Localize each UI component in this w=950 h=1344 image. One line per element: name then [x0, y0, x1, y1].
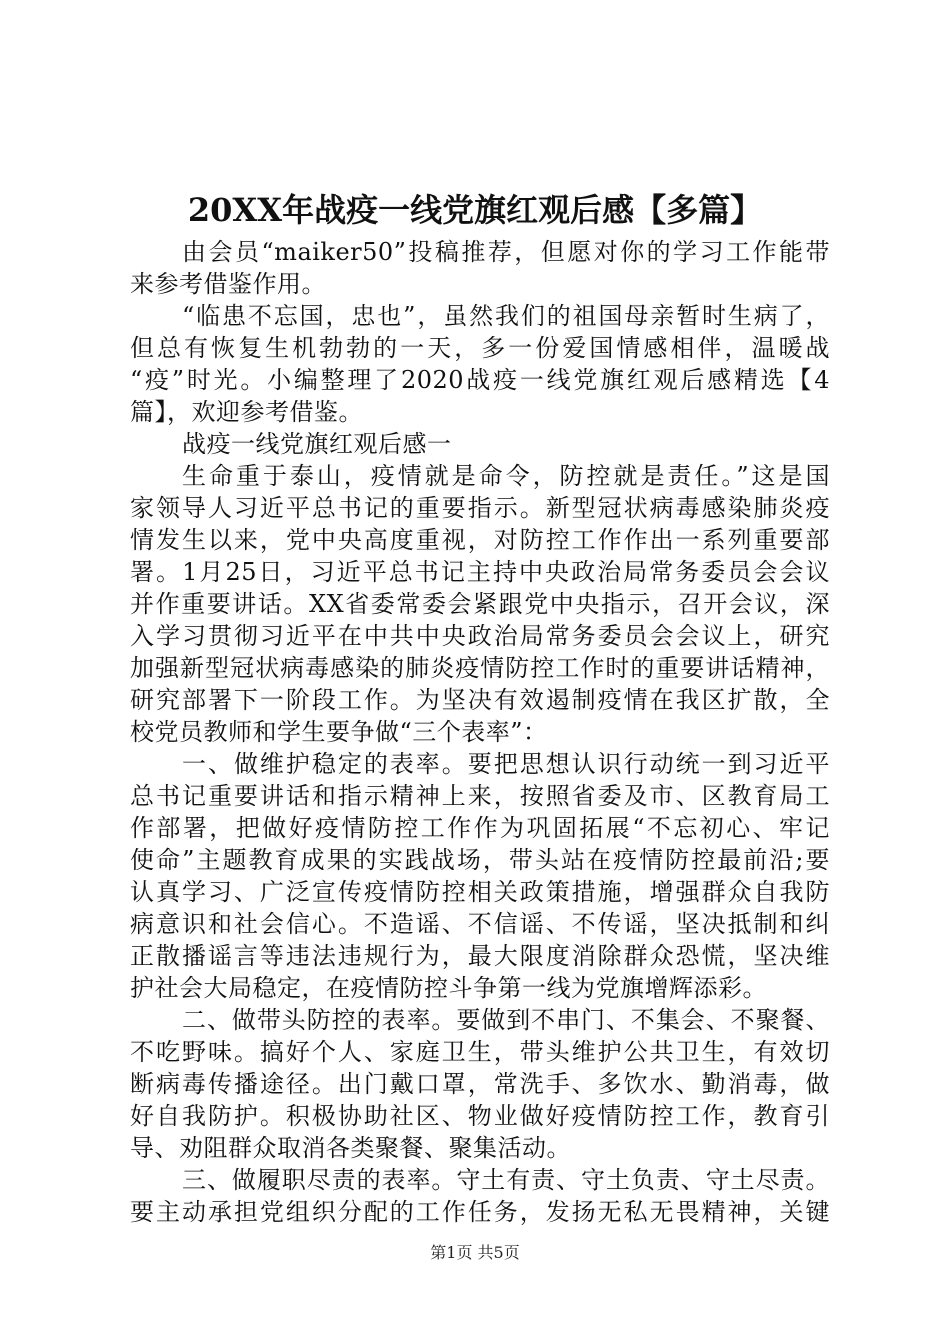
text-line: 护社会大局稳定，在疫情防控斗争第一线为党旗增辉添彩。 [130, 974, 767, 1002]
text-line: 校党员教师和学生要争做“三个表率”： [130, 718, 548, 746]
text-line: 生命重于泰山，疫情就是命令，防控就是责任。”这是国 [182, 462, 830, 490]
document-title: 20XX年战疫一线党旗红观后感【多篇】 [187, 191, 763, 229]
text-line: 并作重要讲话。XX省委常委会紧跟党中央指示，召开会议，深 [130, 590, 830, 618]
text-line: 战疫一线党旗红观后感一 [182, 430, 452, 458]
text-line: 正散播谣言等违法违规行为，最大限度消除群众恐慌，坚决维 [130, 942, 830, 970]
text-line: 来参考借鉴作用。 [130, 270, 326, 298]
text-line: “疫”时光。小编整理了2020战疫一线党旗红观后感精选【4 [130, 366, 830, 394]
page-footer: 第1页 共5页 [430, 1243, 520, 1262]
text-line: 要主动承担党组织分配的工作任务，发扬无私无畏精神，关键 [130, 1198, 830, 1226]
text-line: 作部署，把做好疫情防控工作作为巩固拓展“不忘初心、牢记 [130, 814, 830, 842]
text-line: 二、做带头防控的表率。要做到不串门、不集会、不聚餐、 [182, 1006, 830, 1034]
text-line: 家领导人习近平总书记的重要指示。新型冠状病毒感染肺炎疫 [130, 494, 830, 522]
text-line: 三、做履职尽责的表率。守土有责、守土负责、守土尽责。 [182, 1166, 830, 1194]
text-line: 好自我防护。积极协助社区、物业做好疫情防控工作，教育引 [130, 1102, 830, 1130]
text-line: 研究部署下一阶段工作。为坚决有效遏制疫情在我区扩散，全 [130, 686, 830, 714]
text-line: 入学习贯彻习近平在中共中央政治局常务委员会会议上，研究 [130, 622, 830, 650]
text-line: 情发生以来，党中央高度重视，对防控工作作出一系列重要部 [130, 526, 830, 554]
text-line: 总书记重要讲话和指示精神上来，按照省委及市、区教育局工 [130, 782, 830, 810]
text-line: 不吃野味。搞好个人、家庭卫生，带头维护公共卫生，有效切 [130, 1038, 830, 1066]
text-line: 断病毒传播途径。出门戴口罩，常洗手、多饮水、勤消毒，做 [130, 1070, 830, 1098]
text-line: 认真学习、广泛宣传疫情防控相关政策措施，增强群众自我防 [130, 878, 830, 906]
text-line: 导、劝阻群众取消各类聚餐、聚集活动。 [130, 1134, 571, 1162]
text-line: 加强新型冠状病毒感染的肺炎疫情防控工作时的重要讲话精神， [130, 654, 830, 682]
text-line: 病意识和社会信心。不造谣、不信谣、不传谣，坚决抵制和纠 [130, 910, 830, 938]
text-line: 使命”主题教育成果的实践战场，带头站在疫情防控最前沿;要 [130, 846, 830, 874]
text-line: 但总有恢复生机勃勃的一天，多一份爱国情感相伴，温暖战 [130, 334, 830, 362]
document-body [130, 236, 830, 1228]
text-line: 署。1月25日，习近平总书记主持中央政治局常务委员会会议 [130, 558, 830, 586]
text-line: “临患不忘国，忠也”，虽然我们的祖国母亲暂时生病了， [182, 302, 830, 330]
text-line: 由会员“maiker50”投稿推荐，但愿对你的学习工作能带 [182, 238, 830, 266]
text-line: 篇】，欢迎参考借鉴。 [130, 398, 363, 426]
text-line: 一、做维护稳定的表率。要把思想认识行动统一到习近平 [182, 750, 830, 778]
